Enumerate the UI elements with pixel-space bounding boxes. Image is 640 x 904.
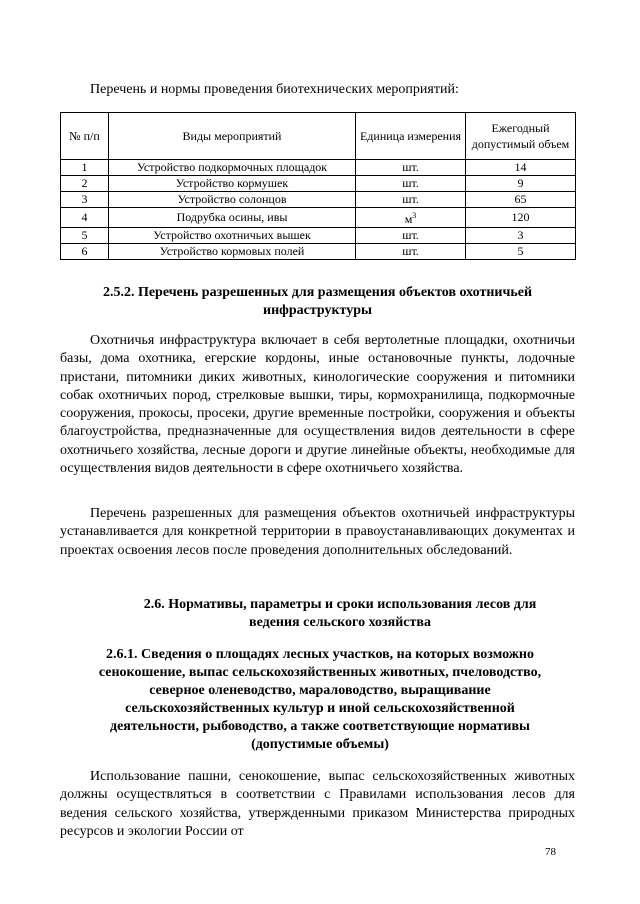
table-row (61, 228, 576, 244)
cell-volume: 5 (466, 244, 576, 260)
table-row (61, 244, 576, 260)
cell-unit: шт. (356, 160, 466, 176)
cell-number: 2 (61, 176, 109, 192)
table-row (61, 160, 576, 176)
cell-number: 1 (61, 160, 109, 176)
cell-number: 4 (61, 208, 109, 228)
header-volume: Ежегодный допустимый объем (466, 113, 576, 160)
header-unit: Единица измерения (356, 113, 466, 160)
cell-volume: 65 (466, 192, 576, 208)
table-header-row (61, 113, 576, 160)
cell-activity: Устройство солонцов (109, 192, 356, 208)
section-heading-2-6: 2.6. Нормативы, параметры и сроки использования лесов для ведения сельского хозяйства (143, 597, 537, 630)
cell-activity: Подрубка осины, ивы (109, 208, 356, 228)
cell-unit (356, 208, 466, 228)
cell-activity: Устройство охотничьих вышек (109, 228, 356, 244)
page-number: 78 (545, 846, 556, 858)
cell-unit: шт. (356, 228, 466, 244)
cell-number: 6 (61, 244, 109, 260)
cell-unit: шт. (356, 176, 466, 192)
intro-text: Перечень и нормы проведения биотехнических мероприятий: (90, 82, 459, 97)
header-activity: Виды мероприятий (109, 113, 356, 160)
cell-activity: Устройство подкормочных площадок (109, 160, 356, 176)
cell-number: 3 (61, 192, 109, 208)
cell-unit: шт. (356, 192, 466, 208)
cell-volume: 120 (466, 208, 576, 228)
cell-number: 5 (61, 228, 109, 244)
unit-superscript: 3 (412, 211, 417, 220)
table-row (61, 176, 576, 192)
section-heading-2-5-2: 2.5.2. Перечень разрешенных для размещения объектов охотничьей инфраструктуры (102, 285, 533, 318)
paragraph-hunting-infrastructure: Охотничья инфраструктура включает в себя вертолетные площадки, охотничьи базы, дома охотника, егерские кордоны, иные остановочные пункты, лодочные пристани, питомники диких животных, кинологические сооружения и питомники собак охотничьих пород, стрелковые вышки, тиры, кормохранилища, подкормочные сооружения, прокосы, просеки, другие временные постройки, сооружения и объекты благоустройства, предназначенные для осуществления видов деятельности в сфере охотничьего хозяйства, лесные дороги и другие линейные объекты, необходимые для осуществления видов деятельности в сфере охотничьего хозяйства. (60, 333, 575, 477)
unit-text: м (404, 212, 413, 226)
cell-volume: 3 (466, 228, 576, 244)
cell-volume: 14 (466, 160, 576, 176)
cell-activity: Устройство кормовых полей (109, 244, 356, 260)
section-heading-2-6-1: 2.6.1. Сведения о площадях лесных участков, на которых возможно сенокошение, выпас сельскохозяйственных животных, пчеловодство, северное оленеводство, мараловодство, выращивание сельскохозяйственных культур и иной сельскохозяйственной деятельности, рыбоводство, а также соответствующие нормативы (допустимые объемы) (98, 647, 542, 752)
paragraph-agriculture-use: Использование пашни, сенокошение, выпас сельскохозяйственных животных должны осуществляться в соответствии с Правилами использования лесов для ведения сельского хозяйства, утвержденными приказом Министерства природных ресурсов и экологии России от (60, 769, 575, 839)
cell-volume: 9 (466, 176, 576, 192)
cell-activity: Устройство кормушек (109, 176, 356, 192)
table-row (61, 192, 576, 208)
header-number: № п/п (61, 113, 109, 160)
biotechnical-measures-table (60, 112, 576, 260)
table-row (61, 208, 576, 228)
paragraph-permitted-objects: Перечень разрешенных для размещения объектов охотничьей инфраструктуры устанавливается для конкретной территории в правоустанавливающих документах и проектах освоения лесов после проведения дополнительных обследований. (60, 506, 575, 558)
cell-unit: шт. (356, 244, 466, 260)
